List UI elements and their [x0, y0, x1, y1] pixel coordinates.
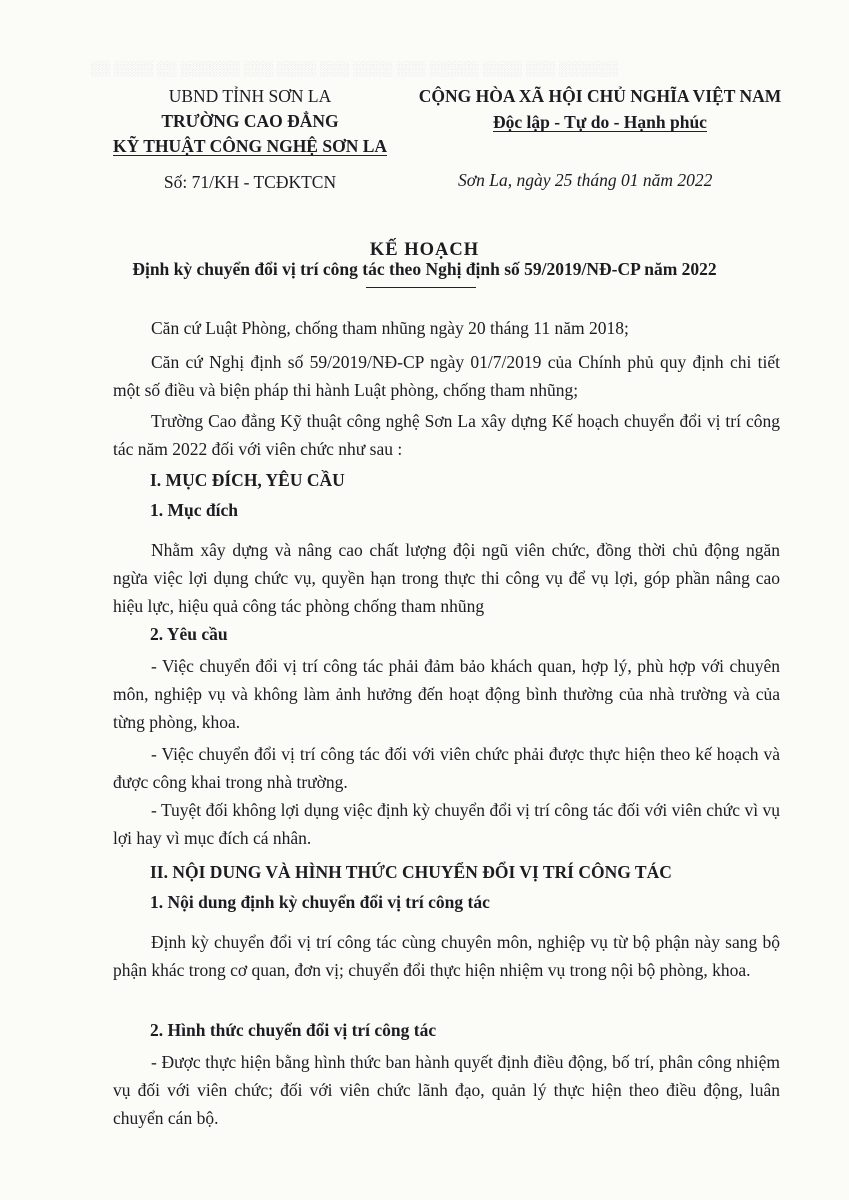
bleed-through-text: ░░ ░░░░ ░░ ░░░░░░ ░░░ ░░░░ ░░░ ░░░░ ░░░ ░░░░░ ░░░░ ░░░ ░░░░░░: [90, 62, 619, 77]
document-subtitle: [0, 258, 849, 280]
subtitle-text: Định kỳ chuyển đổi vị trí công tác theo Nghị định số 59/2019/NĐ-CP năm 2022: [132, 259, 717, 279]
section-2-1-heading: 1. Nội dung định kỳ chuyển đổi vị trí công tác: [150, 892, 490, 912]
place-date: Sơn La, ngày 25 tháng 01 năm 2022: [458, 170, 713, 190]
nation-name: CỘNG HÒA XÃ HỘI CHỦ NGHĨA VIỆT NAM: [418, 86, 782, 106]
title-underline: [366, 287, 476, 288]
org-line-1: UBND TỈNH SƠN LA: [168, 86, 332, 106]
requirement-1: - Việc chuyển đổi vị trí công tác phải đảm bảo khách quan, hợp lý, phù hợp với chuyên môn, nghiệp vụ và không làm ảnh hưởng đến hoạt động bình thường của nhà trường và của từng phòng, khoa.: [113, 656, 780, 732]
org-line-3: [70, 134, 430, 159]
form-paragraph-1: - Được thực hiện bằng hình thức ban hành quyết định điều động, bố trí, phân công nhiệm vụ đối với viên chức; đối với viên chức lãnh đạo, quản lý thực hiện theo điều động, luân chuyển cán bộ.: [113, 1052, 780, 1128]
org-name-underlined: KỸ THUẬT CÔNG NGHỆ SƠN LA: [112, 136, 388, 156]
section-1-1-heading: 1. Mục đích: [150, 500, 238, 520]
section-2-2-heading: 2. Hình thức chuyển đổi vị trí công tác: [150, 1020, 437, 1040]
motto-underlined: Độc lập - Tự do - Hạnh phúc: [493, 112, 707, 132]
legal-basis-1: Căn cứ Luật Phòng, chống tham nhũng ngày 20 tháng 11 năm 2018;: [151, 318, 629, 338]
content-paragraph: Định kỳ chuyển đổi vị trí công tác cùng chuyên môn, nghiệp vụ từ bộ phận này sang bộ phận khác trong cơ quan, đơn vị; chuyển đổi thực hiện nhiệm vụ trong nội bộ phòng, khoa.: [113, 932, 780, 980]
section-2-heading: II. NỘI DUNG VÀ HÌNH THỨC CHUYỂN ĐỔI VỊ TRÍ CÔNG TÁC: [150, 862, 672, 882]
org-line-2: TRƯỜNG CAO ĐẲNG: [161, 111, 339, 131]
purpose-paragraph: Nhằm xây dựng và nâng cao chất lượng đội ngũ viên chức, đồng thời chủ động ngăn ngừa việc lợi dụng chức vụ, quyền hạn trong thực thi công vụ để vụ lợi, góp phần nâng cao hiệu lực, hiệu quả công tác phòng chống tham nhũng: [113, 540, 780, 616]
section-1-2-heading: 2. Yêu cầu: [150, 624, 228, 644]
legal-basis-3: Trường Cao đẳng Kỹ thuật công nghệ Sơn La xây dựng Kế hoạch chuyển đổi vị trí công tác năm 2022 đối với viên chức như sau :: [113, 411, 780, 459]
document-title: KẾ HOẠCH: [369, 240, 480, 260]
section-1-heading: I. MỤC ĐÍCH, YÊU CẦU: [150, 470, 345, 490]
motto: [400, 110, 800, 135]
requirement-2: - Việc chuyển đổi vị trí công tác đối với viên chức phải được thực hiện theo kế hoạch và được công khai trong nhà trường.: [113, 744, 780, 792]
document-number: Số: 71/KH - TCĐKTCN: [163, 172, 337, 192]
requirement-3: - Tuyệt đối không lợi dụng việc định kỳ chuyển đổi vị trí công tác đối với viên chức vì vụ lợi hay vì mục đích cá nhân.: [113, 800, 780, 848]
legal-basis-2: Căn cứ Nghị định số 59/2019/NĐ-CP ngày 01/7/2019 của Chính phủ quy định chi tiết một số điều và biện pháp thi hành Luật phòng, chống tham nhũng;: [113, 352, 780, 400]
